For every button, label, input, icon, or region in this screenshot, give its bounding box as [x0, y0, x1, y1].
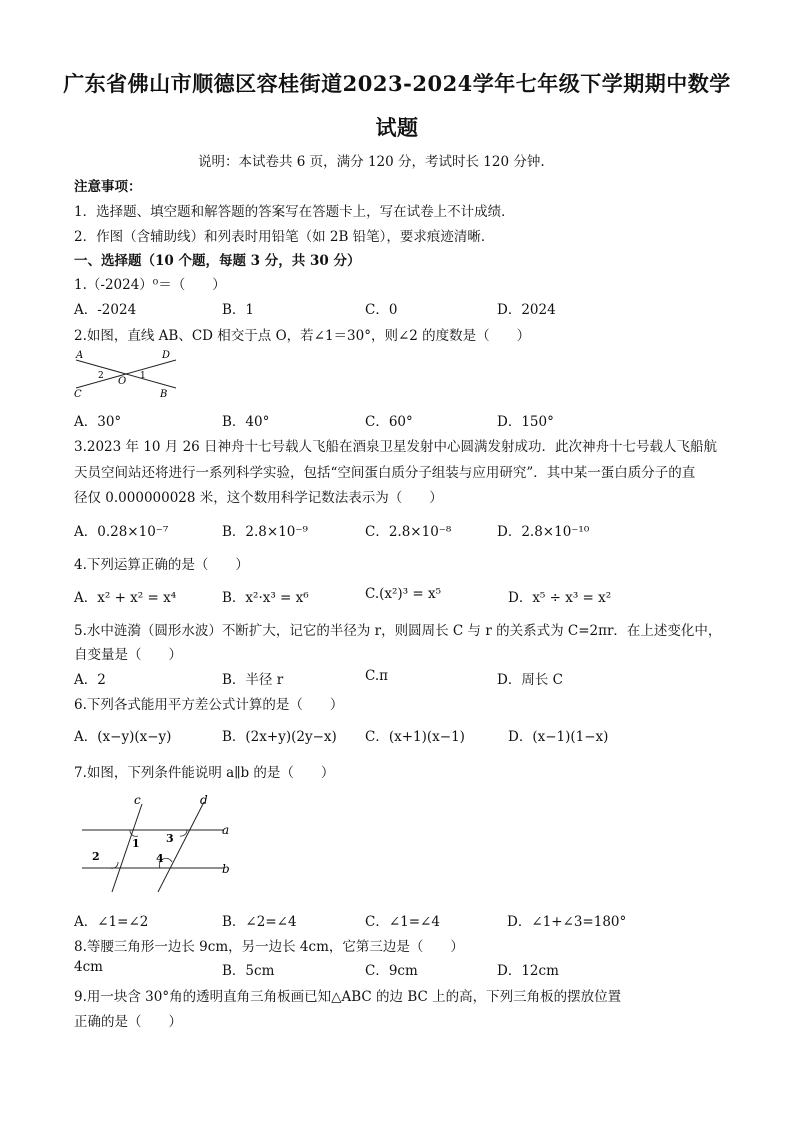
angle-3-label: 3: [166, 832, 174, 845]
option-d: D．周长 C: [497, 672, 563, 688]
label-o: O: [118, 376, 127, 387]
option-c: C.(x²)³ = x⁵: [365, 586, 442, 602]
label-d: D: [162, 350, 171, 361]
question-stem: 4.下列运算正确的是（ ）: [74, 557, 249, 573]
angle-4-label: 4: [156, 852, 164, 865]
option-d: D．2.8×10⁻¹⁰: [497, 524, 590, 540]
label-b: b: [222, 862, 230, 876]
question-stem: 1.（-2024）⁰＝（ ）: [74, 277, 226, 293]
option-c: C．2.8×10⁻⁸: [365, 524, 452, 540]
page-title-cont: 试题: [375, 115, 419, 140]
option-a: A．0.28×10⁻⁷: [74, 524, 169, 540]
option-a: A．-2024: [74, 302, 137, 318]
label-a: a: [222, 823, 230, 837]
notice-item: 1．选择题、填空题和解答题的答案写在答题卡上，写在试卷上不计成绩．: [74, 204, 515, 220]
page-title: 广东省佛山市顺德区容桂街道2023-2024学年七年级下学期期中数学: [63, 71, 731, 96]
option-a: 4cm: [74, 959, 103, 975]
exam-note: 说明：本试卷共 6 页，满分 120 分，考试时长 120 分钟.: [198, 154, 545, 170]
option-b: B．1: [222, 302, 255, 318]
section-heading: 一、选择题（10 个题，每题 3 分，共 30 分）: [74, 253, 361, 269]
label-b: B: [160, 389, 168, 400]
question-stem: 自变量是（ ）: [74, 647, 182, 663]
angle-1-label: 1: [140, 371, 146, 381]
label-d: d: [200, 793, 208, 807]
option-b: B．5cm: [222, 963, 275, 979]
option-c: C．(x+1)(x−1): [365, 729, 465, 745]
option-d: D．(x−1)(1−x): [508, 729, 609, 745]
question-stem: 正确的是（ ）: [74, 1014, 182, 1030]
figure-intersecting-lines: [70, 348, 182, 400]
option-d: D．150°: [497, 414, 554, 430]
question-stem: 7.如图，下列条件能说明 a∥b 的是（ ）: [74, 765, 335, 781]
option-b: B．半径 r: [222, 672, 284, 688]
question-stem: 天员空间站还将进行一系列科学实验，包括“空间蛋白质分子组装与应用研究”．其中某一蛋白质分子的直: [74, 465, 696, 481]
option-a: A．30°: [74, 414, 122, 430]
option-b: B．(2x+y)(2y−x): [222, 729, 337, 745]
option-b: B．2.8×10⁻⁹: [222, 524, 308, 540]
option-c: C．0: [365, 302, 398, 318]
question-stem: 5.水中涟漪（圆形水波）不断扩大，记它的半径为 r，则圆周长 C 与 r 的关系式为 C=2πr．在上述变化中，: [74, 623, 722, 639]
notice-item: 2．作图（含辅助线）和列表时用铅笔（如 2B 铅笔），要求痕迹清晰．: [74, 229, 495, 245]
angle-1-label: 1: [132, 837, 140, 850]
question-stem: 径仅 0.000000028 米，这个数用科学记数法表示为（ ）: [74, 490, 443, 506]
option-c: C．9cm: [365, 963, 418, 979]
angle-2-label: 2: [98, 371, 104, 381]
option-b: B．40°: [222, 414, 270, 430]
question-stem: 9.用一块含 30°角的透明直角三角板画已知△ABC 的边 BC 上的高，下列三角板的摆放位置: [74, 989, 622, 1005]
label-c: C: [74, 389, 82, 400]
option-d: D．12cm: [497, 963, 559, 979]
option-b: B．∠2=∠4: [222, 914, 297, 930]
label-c: c: [134, 793, 141, 807]
question-stem: 3.2023 年 10 月 26 日神舟十七号载人飞船在酒泉卫星发射中心圆满发射成功．此次神舟十七号载人飞船航: [74, 439, 718, 455]
angle-2-label: 2: [92, 850, 100, 863]
option-a: A．(x−y)(x−y): [74, 729, 172, 745]
option-d: D．2024: [497, 302, 556, 318]
option-a: A．x² + x² = x⁴: [74, 590, 177, 606]
question-stem: 2.如图，直线 AB、CD 相交于点 O，若∠1＝30°，则∠2 的度数是（ ）: [74, 328, 531, 344]
option-a: A．2: [74, 672, 106, 688]
question-stem: 8.等腰三角形一边长 9cm，另一边长 4cm，它第三边是（ ）: [74, 939, 464, 955]
option-c: C．∠1=∠4: [365, 914, 440, 930]
option-b: B．x²·x³ = x⁶: [222, 590, 309, 606]
option-c: C．60°: [365, 414, 413, 430]
figure-parallel-lines: [76, 792, 246, 898]
option-c: C.π: [365, 668, 389, 684]
label-a: A: [76, 350, 84, 361]
option-a: A．∠1=∠2: [74, 914, 149, 930]
option-d: D．x⁵ ÷ x³ = x²: [508, 590, 612, 606]
notice-heading: 注意事项：: [74, 179, 142, 195]
option-d: D．∠1+∠3=180°: [507, 914, 627, 930]
question-stem: 6.下列各式能用平方差公式计算的是（ ）: [74, 697, 344, 713]
